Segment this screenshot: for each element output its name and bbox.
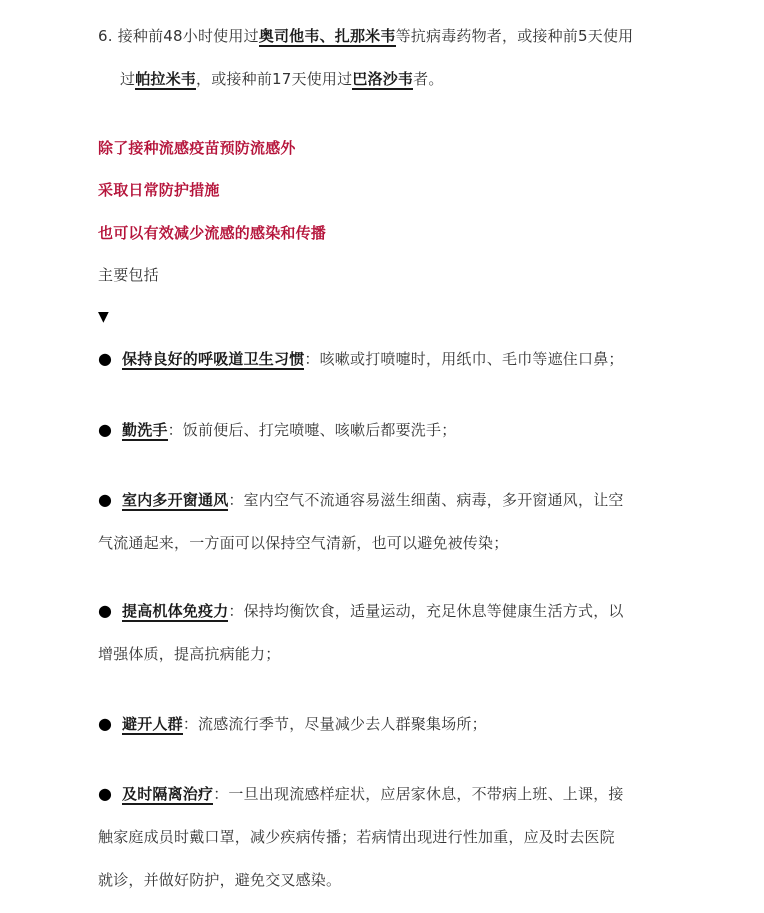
item6-text: ，或接种前17天使用过 [196, 70, 353, 88]
measure-ventilation [98, 489, 624, 511]
measure-text: ：流感流行季节，尽量减少去人群聚集场所； [182, 715, 487, 733]
highlight-line-3: 也可以有效减少流感的感染和传播 [98, 224, 327, 242]
measure-text: ：一旦出现流感样症状，应居家休息，不带病上班、上课，接 [213, 785, 624, 803]
measure-text-continued: 增强体质，提高抗病能力； [98, 645, 281, 663]
bullet-icon: ● [98, 349, 113, 368]
bullet-icon: ● [98, 420, 113, 439]
measure-isolation [98, 783, 624, 805]
item6-text: 者。 [413, 70, 444, 88]
item6-text: 过 [120, 70, 136, 88]
highlight-line-2: 采取日常防护措施 [98, 181, 220, 199]
measure-wash-hands [98, 419, 456, 441]
bullet-icon: ● [98, 714, 113, 733]
measure-respiratory-hygiene [98, 348, 624, 370]
item6-text: 等抗病毒药物者，或接种前5天使用 [395, 27, 634, 45]
bullet-icon: ● [98, 784, 113, 803]
measure-title: 提高机体免疫力 [122, 602, 229, 620]
drug-oseltamivir-zanamivir: 奥司他韦、扎那米韦 [258, 27, 396, 45]
measure-text-continued: 气流通起来，一方面可以保持空气清新，也可以避免被传染； [98, 534, 509, 552]
drug-baloxavir: 巴洛沙韦 [352, 70, 414, 88]
measure-text: ：咳嗽或打喷嚏时，用纸巾、毛巾等遮住口鼻； [304, 350, 624, 368]
item6-text: 接种前48小时使用过 [117, 27, 259, 45]
measure-text: ：保持均衡饮食，适量运动，充足休息等健康生活方式，以 [228, 602, 624, 620]
measure-text-continued: 就诊，并做好防护，避免交叉感染。 [98, 871, 342, 889]
measure-text: ：室内空气不流通容易滋生细菌、病毒，多开窗通风，让空 [228, 491, 624, 509]
measure-text-continued: 触家庭成员时戴口罩，减少疾病传播；若病情出现进行性加重，应及时去医院 [98, 828, 615, 846]
measure-text: ：饭前便后、打完喷嚏、咳嗽后都要洗手； [167, 421, 457, 439]
item-number: 6. [98, 27, 113, 45]
measure-title: 保持良好的呼吸道卫生习惯 [122, 350, 305, 368]
measure-title: 避开人群 [122, 715, 183, 733]
measure-title: 勤洗手 [122, 421, 168, 439]
item6-line2 [120, 68, 444, 90]
measure-title: 及时隔离治疗 [122, 785, 214, 803]
intro-text: 主要包括 [98, 266, 159, 284]
drug-peramivir: 帕拉米韦 [135, 70, 197, 88]
item6-line1 [98, 25, 633, 47]
down-triangle-icon: ▼ [98, 309, 109, 325]
bullet-icon: ● [98, 601, 113, 620]
measure-title: 室内多开窗通风 [122, 491, 229, 509]
bullet-icon: ● [98, 490, 113, 509]
measure-immunity [98, 600, 624, 622]
measure-avoid-crowds [98, 713, 487, 735]
highlight-line-1: 除了接种流感疫苗预防流感外 [98, 139, 296, 157]
